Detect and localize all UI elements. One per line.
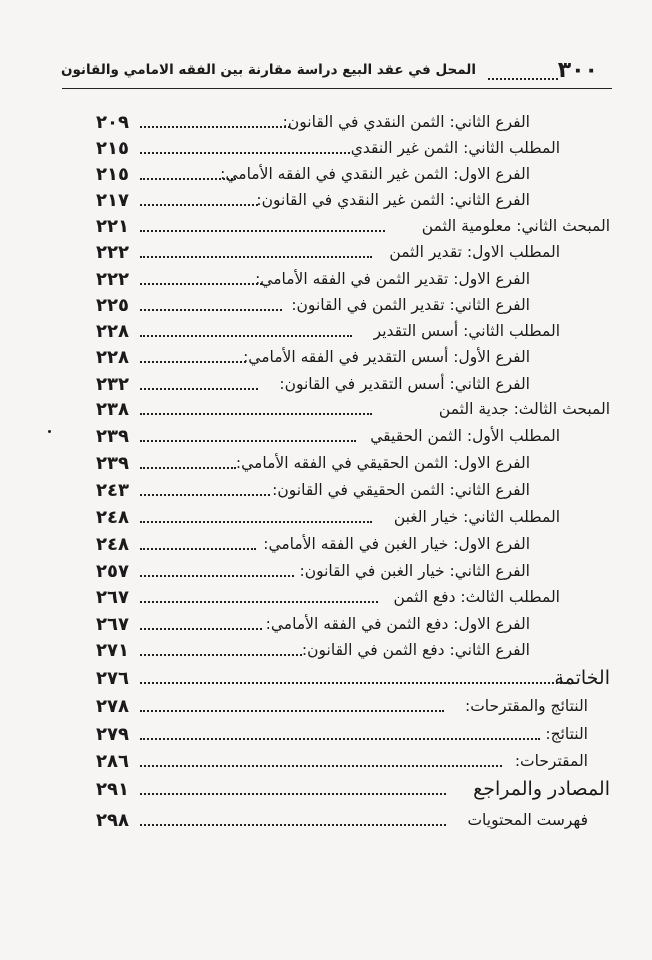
toc-leader-dots: [140, 370, 258, 390]
toc-entry-title: المطلب الاول: تقدير الثمن: [389, 243, 560, 261]
toc-page-number: ٢١٧: [96, 190, 129, 211]
toc-entry: [90, 343, 610, 371]
toc-leader-dots: [140, 775, 446, 795]
toc-leader-dots: [140, 557, 294, 577]
toc-entry: [90, 692, 610, 720]
toc-page-number: ٢٩٨: [96, 810, 129, 831]
toc-page-number: ٢٤٨: [96, 507, 129, 528]
toc-entry-title: المبحث الثاني: معلومية الثمن: [421, 217, 610, 235]
toc-entry-title: المطلب الثالث: دفع الثمن: [393, 588, 560, 606]
toc-page-number: ٢٠٩: [96, 112, 129, 133]
toc-entry: [90, 186, 610, 214]
toc-page-number: ٢١٥: [96, 164, 129, 185]
toc-entry: [90, 422, 610, 450]
toc-leader-dots: [140, 186, 258, 206]
toc-page-number: ٢٥٧: [96, 561, 129, 582]
toc-leader-dots: [140, 160, 236, 180]
toc-page-number: ٢٧٩: [96, 724, 129, 745]
toc-leader-dots: [140, 530, 256, 550]
toc-leader-dots: [140, 265, 262, 285]
toc-entry: [90, 503, 610, 531]
toc-entry: [90, 583, 610, 611]
toc-entry-title: المطلب الأول: الثمن الحقيقي: [370, 427, 560, 445]
toc-entry: [90, 775, 610, 803]
toc-entry-title: الفرع الاول: دفع الثمن في الفقه الأمامي:: [265, 615, 530, 633]
toc-entry: [90, 557, 610, 585]
toc-entry-title: المطلب الثاني: الثمن غير النقدي: [350, 139, 560, 157]
toc-entry-title: المطلب الثاني: خيار الغبن: [393, 508, 560, 526]
toc-leader-dots: [140, 134, 350, 154]
toc-entry: [90, 134, 610, 162]
toc-entry: [90, 370, 610, 398]
toc-entry-title: الفرع الاول: خيار الغبن في الفقه الأمامي:: [263, 535, 530, 553]
toc-leader-dots: [140, 449, 236, 469]
toc-entry-title: المطلب الثاني: أسس التقدير: [373, 322, 560, 340]
toc-entry: [90, 160, 610, 188]
toc-page-number: ٢٢٥: [96, 295, 129, 316]
toc-page-number: ٢٦٧: [96, 614, 129, 635]
toc-page-number: ٢٢٢: [96, 269, 129, 290]
toc-page-number: ٢٨٦: [96, 751, 129, 772]
toc-entry: [90, 806, 610, 834]
toc-entry-title: المقترحات:: [514, 752, 588, 770]
toc-page-number: ٢٤٨: [96, 534, 129, 555]
toc-entry-title: الفرع الاول: الثمن غير النقدي في الفقه الأمامي:: [220, 165, 530, 183]
toc-entry-title: الفرع الثاني: الثمن الحقيقي في القانون:: [272, 481, 530, 499]
toc-page-number: ٢٢٨: [96, 347, 129, 368]
toc-leader-dots: [140, 583, 378, 603]
toc-leader-dots: [140, 291, 282, 311]
toc-page-number: ٢٧٦: [96, 668, 129, 689]
toc-page-number: ٢٩١: [96, 779, 129, 800]
toc-entry: [90, 476, 610, 504]
toc-leader-dots: [140, 636, 302, 656]
toc-entry-title: النتائج والمقترحات:: [464, 697, 588, 715]
toc-entry: [90, 108, 610, 136]
toc-leader-dots: [140, 212, 385, 232]
stray-mark: [48, 430, 51, 433]
toc-entry-title: الفرع الثاني: الثمن غير النقدي في القانون:: [256, 191, 530, 209]
running-title: المحل في عقد البيع دراسة مقارنة بين الفقه الامامي والقانون: [60, 62, 476, 78]
toc-leader-dots: [140, 747, 502, 767]
header-leader-dots: [488, 68, 558, 80]
toc-entry: [90, 291, 610, 319]
toc-leader-dots: [140, 476, 270, 496]
toc-page-number: ٢٤٣: [96, 480, 129, 501]
toc-page-number: ٢٣٢: [96, 374, 129, 395]
toc-entry-title: المبحث الثالث: جدية الثمن: [438, 400, 610, 418]
toc-entry-title: الخاتمة: [554, 667, 610, 689]
toc-entry-title: الفرع الأول: أسس التقدير في الفقه الأمامي:: [243, 348, 530, 366]
toc-entry-title: الفرع الثاني: أسس التقدير في القانون:: [279, 375, 530, 393]
toc-leader-dots: [140, 238, 372, 258]
toc-page-number: ٢٧٨: [96, 696, 129, 717]
toc-entry: [90, 317, 610, 345]
toc-leader-dots: [140, 503, 372, 523]
toc-entry: [90, 636, 610, 664]
toc-entry-title: الفرع الاول: الثمن الحقيقي في الفقه الأمامي:: [235, 454, 530, 472]
toc-page-number: ٢٧١: [96, 640, 129, 661]
toc-page-number: ٢٢١: [96, 216, 129, 237]
toc-page-number: ٢١٥: [96, 138, 129, 159]
toc-entry: [90, 212, 610, 240]
toc-entry-title: الفرع الثاني: دفع الثمن في القانون:: [301, 641, 530, 659]
page-number: ٣٠٠: [557, 58, 598, 83]
toc-entry-title: الفرع الثاني: تقدير الثمن في القانون:: [291, 296, 530, 314]
toc-leader-dots: [140, 720, 540, 740]
toc-entry-title: الفرع الثاني: الثمن النقدي في القانون:: [282, 113, 530, 131]
toc-entry: [90, 395, 610, 423]
toc-leader-dots: [140, 610, 262, 630]
toc-leader-dots: [140, 692, 444, 712]
toc-page-number: ٢٦٧: [96, 587, 129, 608]
toc-entry: [90, 720, 610, 748]
toc-page-number: ٢٢٨: [96, 321, 129, 342]
toc-page-number: ٢٣٩: [96, 453, 129, 474]
toc-entry: [90, 664, 610, 692]
toc-entry: [90, 238, 610, 266]
toc-leader-dots: [140, 806, 446, 826]
toc-entry: [90, 610, 610, 638]
toc-page-number: ٢٣٨: [96, 399, 129, 420]
toc-entry-title: النتائج:: [545, 725, 588, 743]
toc-leader-dots: [140, 343, 246, 363]
toc-entry: [90, 747, 610, 775]
toc-leader-dots: [140, 395, 372, 415]
toc-page-number: ٢٣٩: [96, 426, 129, 447]
toc-entry-title: المصادر والمراجع: [473, 778, 610, 800]
toc-leader-dots: [140, 317, 352, 337]
toc-page-number: ٢٢٢: [96, 242, 129, 263]
toc-entry: [90, 530, 610, 558]
toc-entry-title: الفرع الثاني: خيار الغبن في القانون:: [299, 562, 530, 580]
toc-leader-dots: [140, 664, 574, 684]
toc-entry-title: فهرست المحتويات: [467, 811, 588, 829]
page-header: [62, 52, 612, 89]
toc-entry-title: الفرع الاول: تقدير الثمن في الفقه الأمامي:: [255, 270, 530, 288]
toc-leader-dots: [140, 422, 356, 442]
toc-entry: [90, 265, 610, 293]
toc-leader-dots: [140, 108, 290, 128]
toc-entry: [90, 449, 610, 477]
